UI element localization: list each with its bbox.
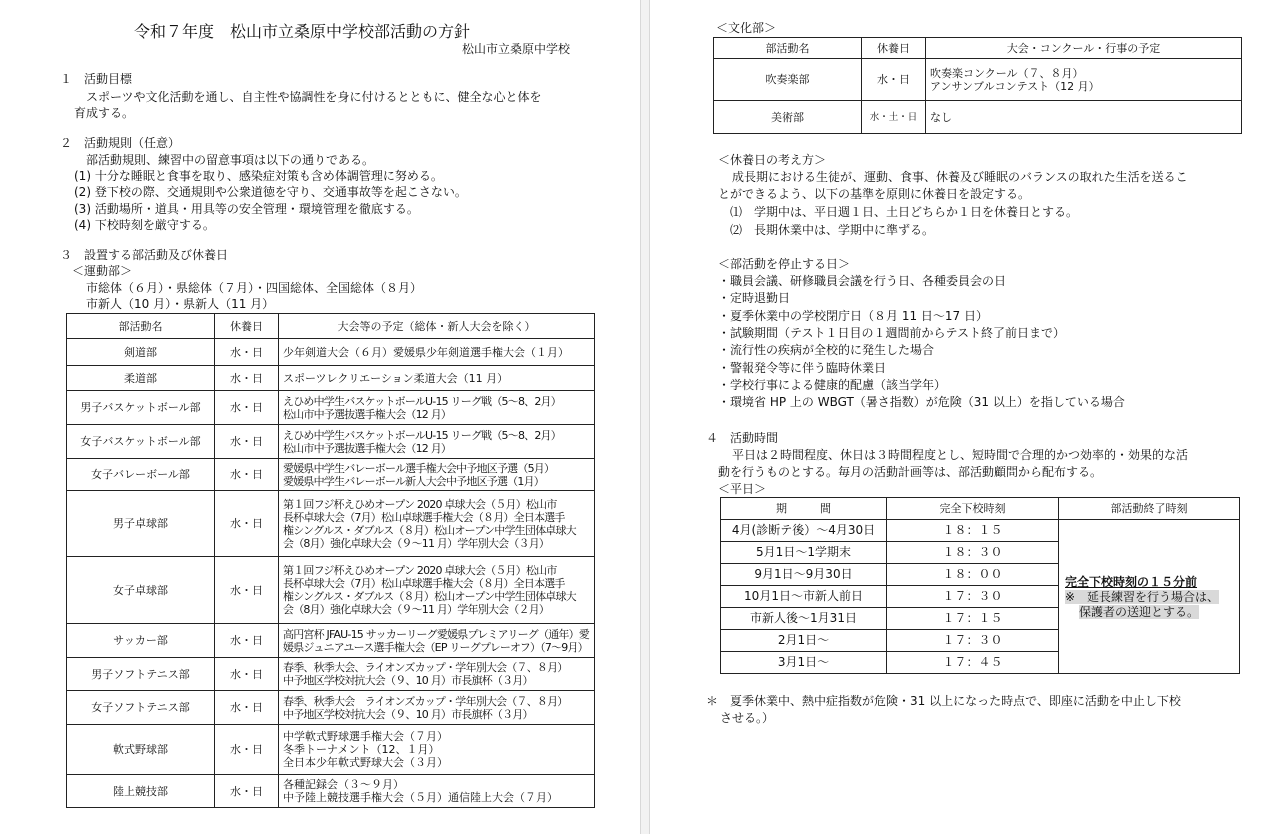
club-name: 女子バレーボール部 bbox=[67, 459, 215, 491]
rest-days: 水・日 bbox=[215, 691, 279, 725]
rest-policy-line2: とができるよう、以下の基準を原則に休養日を設定する。 bbox=[718, 187, 1031, 201]
col-header-rest: 休養日 bbox=[862, 38, 926, 59]
rest-days: 水・日 bbox=[215, 366, 279, 391]
stop-day-item: ・流行性の疾病が全校的に発生した場合 bbox=[718, 343, 935, 357]
events-cell: えひめ中学生バスケットボールU-15 リーグ戦（5～8、2月） 松山市中予選抜選手権大会（12 月） bbox=[279, 391, 595, 425]
dismissal-time: １７：３０ bbox=[887, 630, 1059, 652]
club-name: 女子卓球部 bbox=[67, 557, 215, 624]
stop-day-item: ・試験期間（テスト１日目の１週間前からテスト終了前日まで） bbox=[718, 326, 1066, 340]
rule-item: (4) 下校時刻を厳守する。 bbox=[74, 218, 215, 232]
section1-text-line1: スポーツや文化活動を通し、自主性や協調性を身に付けるとともに、健全な心と体を bbox=[86, 90, 542, 104]
dismissal-time: １７：１５ bbox=[887, 608, 1059, 630]
culture-clubs-table bbox=[713, 37, 1242, 134]
rest-days: 水・日 bbox=[215, 725, 279, 775]
period-cell: 市新人後～1月31日 bbox=[721, 608, 887, 630]
events-cell: 第１回フジ杯えひめオープン 2020 卓球大会（５月）松山市 長杯卓球大会（7月）松山卓球選手権大会（８月）全日本選手 権シングルス・ダブルス（８月）松山オープン中学生団体卓球大 会（8月）強化卓球大会（９～11 月）学年別大会（３月） bbox=[279, 491, 595, 557]
events-cell: なし bbox=[926, 101, 1242, 134]
rule-item: (1) 十分な睡眠と食事を取り、感染症対策も含め体調管理に努める。 bbox=[74, 169, 443, 183]
table-row bbox=[67, 339, 595, 366]
col-header-end-time: 部活動終了時刻 bbox=[1059, 498, 1240, 520]
document-title: 令和７年度 松山市立桑原中学校部活動の方針 bbox=[134, 22, 471, 41]
table-row bbox=[67, 459, 595, 491]
events-cell: 各種記録会（３～９月） 中予陸上競技選手権大会（５月）通信陸上大会（７月） bbox=[279, 775, 595, 808]
section1-heading: １ 活動目標 bbox=[60, 72, 133, 86]
rule-item: (3) 活動場所・道具・用具等の安全管理・環境管理を徹底する。 bbox=[74, 202, 419, 216]
table-row bbox=[714, 59, 1242, 101]
table-row bbox=[721, 520, 1240, 542]
table-row bbox=[67, 391, 595, 425]
club-name: 柔道部 bbox=[67, 366, 215, 391]
club-name: 男子卓球部 bbox=[67, 491, 215, 557]
events-cell: えひめ中学生バスケットボールU-15 リーグ戦（5～8、2月） 松山市中予選抜選手権大会（12 月） bbox=[279, 425, 595, 459]
stop-day-item: ・定時退勤日 bbox=[718, 291, 791, 305]
section4-heading: ４ 活動時間 bbox=[706, 431, 779, 445]
stop-day-item: ・夏季休業中の学校閉庁日（８月 11 日～17 日） bbox=[718, 309, 988, 323]
dismissal-time: １８：００ bbox=[887, 564, 1059, 586]
period-cell: 3月1日～ bbox=[721, 652, 887, 674]
events-cell: 愛媛県中学生バレーボール選手権大会中予地区予選（5月） 愛媛県中学生バレーボール新人大会中予地区予選（1月） bbox=[279, 459, 595, 491]
club-name: 女子バスケットボール部 bbox=[67, 425, 215, 459]
rest-days: 水・土・日 bbox=[862, 101, 926, 134]
club-name: 吹奏楽部 bbox=[714, 59, 862, 101]
club-name: サッカー部 bbox=[67, 624, 215, 658]
stop-day-item: ・学校行事による健康的配慮（該当学年） bbox=[718, 378, 947, 392]
right-page bbox=[650, 0, 1284, 834]
stop-days-heading: ＜部活動を停止する日＞ bbox=[718, 257, 851, 271]
table-row bbox=[67, 775, 595, 808]
footnote-line2: させる。） bbox=[720, 711, 775, 725]
table-row bbox=[67, 725, 595, 775]
club-name: 男子ソフトテニス部 bbox=[67, 658, 215, 691]
table-row bbox=[714, 101, 1242, 134]
rule-item: (2) 登下校の際、交通規則や公衆道徳を守り、交通事故等を起こさない。 bbox=[74, 185, 467, 199]
extension-note-line1: ※ 延長練習を行う場合は、 bbox=[1065, 589, 1220, 604]
period-cell: 2月1日～ bbox=[721, 630, 887, 652]
rest-policy-heading: ＜休養日の考え方＞ bbox=[718, 153, 827, 167]
events-cell: 吹奏楽コンクール（７、８月） アンサンブルコンテスト（12 月） bbox=[926, 59, 1242, 101]
section3-heading: ３ 設置する部活動及び休養日 bbox=[60, 248, 229, 262]
club-name: 男子バスケットボール部 bbox=[67, 391, 215, 425]
events-cell: 春季、秋季大会、ライオンズカップ・学年別大会（７、８月） 中予地区学校対抗大会（９、10 月）市長旗杯（３月） bbox=[279, 658, 595, 691]
footnote-line1: ＊ 夏季休業中、熱中症指数が危険・31 以上になった時点で、即座に活動を中止し下校 bbox=[706, 694, 1181, 708]
period-cell: 4月(診断テ後）～4月30日 bbox=[721, 520, 887, 542]
rest-days: 水・日 bbox=[862, 59, 926, 101]
dismissal-time: １８：３０ bbox=[887, 542, 1059, 564]
dismissal-time: １７：３０ bbox=[887, 586, 1059, 608]
rest-days: 水・日 bbox=[215, 491, 279, 557]
club-name: 剣道部 bbox=[67, 339, 215, 366]
rest-days: 水・日 bbox=[215, 339, 279, 366]
rest-days: 水・日 bbox=[215, 658, 279, 691]
tournament-line2: 市新人（10 月）・県新人（11 月） bbox=[86, 297, 275, 311]
col-header-events: 大会・コンクール・行事の予定 bbox=[926, 38, 1242, 59]
weekday-subheading: ＜平日＞ bbox=[718, 482, 767, 496]
section4-line2: 動を行うものとする。毎月の活動計画等は、部活動顧問から配布する。 bbox=[718, 465, 1103, 479]
events-cell: 第１回フジ杯えひめオープン 2020 卓球大会（５月）松山市 長杯卓球大会（7月）松山卓球選手権大会（８月）全日本選手 権シングルス・ダブルス（８月）松山オープン中学生団体卓球大 会（8月）強化卓球大会（９～11 月）学年別大会（２月） bbox=[279, 557, 595, 624]
events-cell: 少年剣道大会（６月）愛媛県少年剣道選手権大会（１月） bbox=[279, 339, 595, 366]
rest-policy-line1: 成長期における生徒が、運動、食事、休養及び睡眠のバランスの取れた生活を送るこ bbox=[732, 170, 1188, 184]
col-header-club: 部活動名 bbox=[714, 38, 862, 59]
period-cell: 10月1日～市新人前日 bbox=[721, 586, 887, 608]
rest-policy-item: ⑵ 長期休業中は、学期中に準ずる。 bbox=[730, 223, 935, 237]
events-cell: 高円宮杯 JFAU-15 サッカーリーグ愛媛県プレミアリーグ（通年）愛 媛県ジュニアユース選手権大会（EP リーグプレーオフ）（7～9月） bbox=[279, 624, 595, 658]
table-row bbox=[67, 425, 595, 459]
table-row bbox=[67, 658, 595, 691]
section2-intro: 部活動規則、練習中の留意事項は以下の通りである。 bbox=[86, 153, 375, 167]
table-row bbox=[67, 557, 595, 624]
dismissal-time: １８：１５ bbox=[887, 520, 1059, 542]
sports-subheading: ＜運動部＞ bbox=[72, 264, 133, 278]
col-header-rest: 休養日 bbox=[215, 314, 279, 339]
col-header-club: 部活動名 bbox=[67, 314, 215, 339]
events-cell: 中学軟式野球選手権大会（７月） 冬季トーナメント（12、１月） 全日本少年軟式野球大会（３月） bbox=[279, 725, 595, 775]
end-time-main: 完全下校時刻の１５分前 bbox=[1065, 574, 1198, 589]
rest-policy-item: ⑴ 学期中は、平日週１日、土日どちらか１日を休養日とする。 bbox=[730, 205, 1079, 219]
club-name: 陸上競技部 bbox=[67, 775, 215, 808]
page-gutter bbox=[640, 0, 650, 834]
club-name: 軟式野球部 bbox=[67, 725, 215, 775]
end-time-note bbox=[1059, 520, 1240, 674]
activity-time-table bbox=[720, 497, 1240, 674]
culture-subheading: ＜文化部＞ bbox=[716, 21, 777, 35]
events-cell: 春季、秋季大会 ライオンズカップ・学年別大会（７、８月） 中予地区学校対抗大会（９、10 月）市長旗杯（３月） bbox=[279, 691, 595, 725]
section1-text-line2: 育成する。 bbox=[74, 106, 135, 120]
left-page bbox=[0, 0, 640, 834]
club-name: 女子ソフトテニス部 bbox=[67, 691, 215, 725]
rest-days: 水・日 bbox=[215, 624, 279, 658]
rest-days: 水・日 bbox=[215, 557, 279, 624]
col-header-events: 大会等の予定（総体・新人大会を除く） bbox=[279, 314, 595, 339]
col-header-dismissal: 完全下校時刻 bbox=[887, 498, 1059, 520]
table-row bbox=[67, 691, 595, 725]
extension-note-line2: 保護者の送迎とする。 bbox=[1079, 604, 1200, 619]
dismissal-time: １７：４５ bbox=[887, 652, 1059, 674]
period-cell: 9月1日～9月30日 bbox=[721, 564, 887, 586]
school-name: 松山市立桑原中学校 bbox=[462, 42, 571, 56]
rest-days: 水・日 bbox=[215, 391, 279, 425]
section2-heading: ２ 活動規則（任意） bbox=[60, 136, 181, 150]
tournament-line1: 市総体（６月）・県総体（７月）・四国総体、全国総体（８月） bbox=[86, 281, 423, 295]
rest-days: 水・日 bbox=[215, 459, 279, 491]
events-cell: スポーツレクリエーション柔道大会（11 月） bbox=[279, 366, 595, 391]
period-cell: 5月1日～1学期末 bbox=[721, 542, 887, 564]
table-row bbox=[67, 366, 595, 391]
stop-day-item: ・環境省 HP 上の WBGT（暑さ指数）が危険（31 以上）を指している場合 bbox=[718, 395, 1125, 409]
rest-days: 水・日 bbox=[215, 425, 279, 459]
table-row bbox=[67, 491, 595, 557]
stop-day-item: ・職員会議、研修職員会議を行う日、各種委員会の日 bbox=[718, 274, 1007, 288]
section4-line1: 平日は２時間程度、休日は３時間程度とし、短時間で合理的かつ効率的・効果的な活 bbox=[732, 448, 1189, 462]
rest-days: 水・日 bbox=[215, 775, 279, 808]
sports-clubs-table bbox=[66, 313, 595, 808]
stop-day-item: ・警報発令等に伴う臨時休業日 bbox=[718, 361, 887, 375]
col-header-period: 期 間 bbox=[721, 498, 887, 520]
table-row bbox=[67, 624, 595, 658]
club-name: 美術部 bbox=[714, 101, 862, 134]
